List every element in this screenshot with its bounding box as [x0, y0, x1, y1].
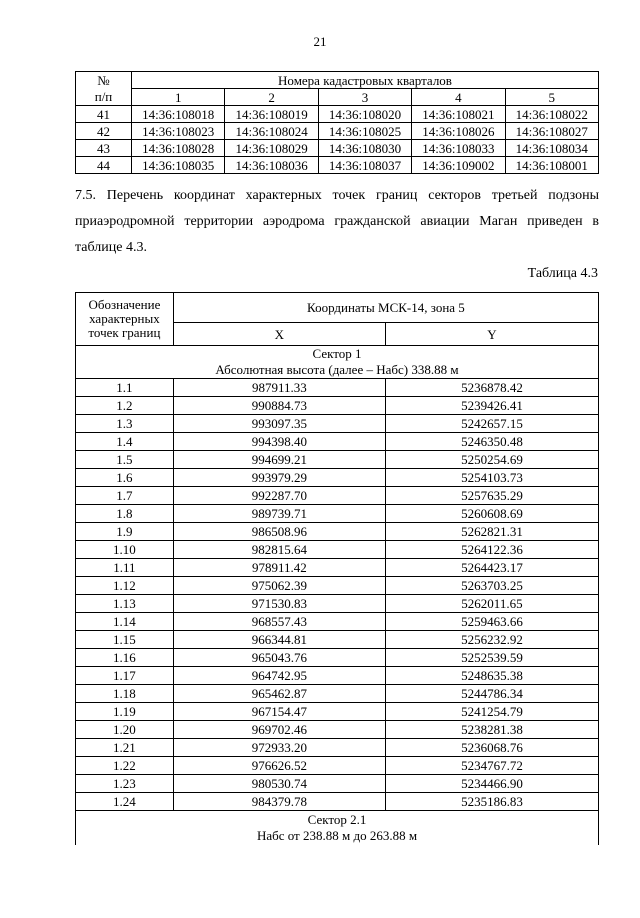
table-row	[76, 397, 599, 415]
x-coordinate-cell: 980530.74	[173, 775, 385, 793]
x-coordinate-cell: 987911.33	[173, 379, 385, 397]
cadastral-number-cell: 14:36:108027	[505, 123, 598, 140]
cadastral-number-cell: 14:36:108033	[412, 140, 505, 157]
table-row	[76, 523, 599, 541]
x-coordinate-cell: 967154.47	[173, 703, 385, 721]
table-row	[76, 667, 599, 685]
coordinates-table	[75, 292, 599, 845]
point-id-cell: 1.21	[76, 739, 174, 757]
cadastral-number-cell: 14:36:108035	[132, 157, 225, 174]
y-coordinate-cell: 5248635.38	[385, 667, 598, 685]
y-coordinate-cell: 5250254.69	[385, 451, 598, 469]
sector-subtitle: Набс от 238.88 м до 263.88 м	[256, 828, 418, 843]
sector-subtitle: Абсолютная высота (далее – Набс) 338.88 м	[215, 362, 459, 377]
table-row	[76, 415, 599, 433]
point-id-cell: 1.22	[76, 757, 174, 775]
point-id-cell: 1.14	[76, 613, 174, 631]
table-row	[76, 433, 599, 451]
cadastral-number-cell: 14:36:108029	[225, 140, 318, 157]
table-header-row	[76, 89, 599, 106]
table-row	[76, 631, 599, 649]
table-row	[76, 123, 599, 140]
point-id-cell: 1.2	[76, 397, 174, 415]
y-coordinate-cell: 5238281.38	[385, 721, 598, 739]
cadastral-number-cell: 14:36:108024	[225, 123, 318, 140]
x-coordinate-cell: 969702.46	[173, 721, 385, 739]
point-id-cell: 1.1	[76, 379, 174, 397]
row-number: 44	[76, 157, 132, 174]
table-row	[76, 451, 599, 469]
y-coordinate-cell: 5234466.90	[385, 775, 598, 793]
table-row	[76, 541, 599, 559]
table-row	[76, 595, 599, 613]
point-id-cell: 1.17	[76, 667, 174, 685]
y-coordinate-cell: 5262011.65	[385, 595, 598, 613]
point-id-cell: 1.8	[76, 505, 174, 523]
x-coordinate-cell: 966344.81	[173, 631, 385, 649]
point-id-cell: 1.19	[76, 703, 174, 721]
x-coordinate-cell: 990884.73	[173, 397, 385, 415]
y-coordinate-cell: 5264122.36	[385, 541, 598, 559]
y-coordinate-cell: 5262821.31	[385, 523, 598, 541]
point-id-cell: 1.11	[76, 559, 174, 577]
paragraph-line: приаэродромной территории аэродрома гражданской авиации Маган приведен в	[75, 214, 599, 229]
x-coordinate-cell: 972933.20	[173, 739, 385, 757]
column-number: 3	[318, 89, 411, 106]
y-coordinate-cell: 5260608.69	[385, 505, 598, 523]
x-coordinate-cell: 975062.39	[173, 577, 385, 595]
table-row	[76, 140, 599, 157]
cadastral-number-cell: 14:36:108028	[132, 140, 225, 157]
sector-heading	[76, 346, 599, 379]
cadastral-number-cell: 14:36:108020	[318, 106, 411, 123]
table-row	[76, 703, 599, 721]
paragraph	[75, 183, 599, 261]
y-coordinate-cell: 5239426.41	[385, 397, 598, 415]
y-coordinate-cell: 5235186.83	[385, 793, 598, 811]
x-coordinate-cell: 993097.35	[173, 415, 385, 433]
row-number: 43	[76, 140, 132, 157]
x-coordinate-cell: 964742.95	[173, 667, 385, 685]
y-coordinate-cell: 5257635.29	[385, 487, 598, 505]
table-row	[76, 649, 599, 667]
x-coordinate-cell: 968557.43	[173, 613, 385, 631]
table-row	[76, 685, 599, 703]
y-coordinate-cell: 5254103.73	[385, 469, 598, 487]
header-coordinates: Координаты МСК-14, зона 5	[173, 293, 598, 323]
column-number: 5	[505, 89, 598, 106]
point-id-cell: 1.20	[76, 721, 174, 739]
point-id-cell: 1.7	[76, 487, 174, 505]
y-coordinate-cell: 5263703.25	[385, 577, 598, 595]
table-row	[76, 613, 599, 631]
table-row	[76, 739, 599, 757]
point-id-cell: 1.3	[76, 415, 174, 433]
x-coordinate-cell: 978911.42	[173, 559, 385, 577]
cadastral-number-cell: 14:36:108026	[412, 123, 505, 140]
table-row	[76, 577, 599, 595]
table-row	[76, 775, 599, 793]
sector-row	[76, 811, 599, 846]
cadastral-number-cell: 14:36:108036	[225, 157, 318, 174]
y-coordinate-cell: 5246350.48	[385, 433, 598, 451]
cadastral-number-cell: 14:36:108001	[505, 157, 598, 174]
paragraph-line: 7.5. Перечень координат характерных точек границ секторов третьей подзоны	[75, 188, 599, 203]
cadastral-number-cell: 14:36:108025	[318, 123, 411, 140]
point-id-cell: 1.6	[76, 469, 174, 487]
page-number: 21	[313, 34, 327, 49]
point-id-cell: 1.9	[76, 523, 174, 541]
header-no: №	[76, 72, 132, 89]
y-coordinate-cell: 5234767.72	[385, 757, 598, 775]
sector-heading	[76, 811, 599, 846]
table-row	[76, 559, 599, 577]
row-number: 41	[76, 106, 132, 123]
x-coordinate-cell: 965043.76	[173, 649, 385, 667]
cadastral-number-cell: 14:36:108019	[225, 106, 318, 123]
table-caption: Таблица 4.3	[527, 266, 598, 281]
point-id-cell: 1.10	[76, 541, 174, 559]
sector-row	[76, 346, 599, 379]
table-row	[76, 793, 599, 811]
column-number: 1	[132, 89, 225, 106]
column-number: 4	[412, 89, 505, 106]
table-row	[76, 379, 599, 397]
paragraph-line: таблице 4.3.	[75, 240, 147, 255]
cadastral-number-cell: 14:36:108034	[505, 140, 598, 157]
y-coordinate-cell: 5241254.79	[385, 703, 598, 721]
cadastral-number-cell: 14:36:108037	[318, 157, 411, 174]
x-coordinate-cell: 976626.52	[173, 757, 385, 775]
table-row	[76, 757, 599, 775]
y-coordinate-cell: 5236878.42	[385, 379, 598, 397]
cadastral-quarters-table	[75, 71, 599, 174]
x-coordinate-cell: 965462.87	[173, 685, 385, 703]
sector-title: Сектор 2.1	[307, 812, 367, 827]
x-coordinate-cell: 984379.78	[173, 793, 385, 811]
y-coordinate-cell: 5236068.76	[385, 739, 598, 757]
y-coordinate-cell: 5252539.59	[385, 649, 598, 667]
y-coordinate-cell: 5264423.17	[385, 559, 598, 577]
point-id-cell: 1.5	[76, 451, 174, 469]
point-id-cell: 1.18	[76, 685, 174, 703]
header-x: X	[173, 323, 385, 346]
y-coordinate-cell: 5242657.15	[385, 415, 598, 433]
column-number: 2	[225, 89, 318, 106]
x-coordinate-cell: 994398.40	[173, 433, 385, 451]
x-coordinate-cell: 994699.21	[173, 451, 385, 469]
cadastral-number-cell: 14:36:108022	[505, 106, 598, 123]
table-row	[76, 487, 599, 505]
point-id-cell: 1.16	[76, 649, 174, 667]
x-coordinate-cell: 982815.64	[173, 541, 385, 559]
table-header-row	[76, 72, 599, 89]
header-y: Y	[385, 323, 598, 346]
table-row	[76, 505, 599, 523]
table-row	[76, 469, 599, 487]
x-coordinate-cell: 989739.71	[173, 505, 385, 523]
cadastral-number-cell: 14:36:108023	[132, 123, 225, 140]
y-coordinate-cell: 5244786.34	[385, 685, 598, 703]
x-coordinate-cell: 992287.70	[173, 487, 385, 505]
cadastral-number-cell: 14:36:108018	[132, 106, 225, 123]
point-id-cell: 1.13	[76, 595, 174, 613]
point-id-cell: 1.24	[76, 793, 174, 811]
point-id-cell: 1.12	[76, 577, 174, 595]
point-id-cell: 1.23	[76, 775, 174, 793]
cadastral-number-cell: 14:36:108021	[412, 106, 505, 123]
point-id-cell: 1.15	[76, 631, 174, 649]
point-id-cell: 1.4	[76, 433, 174, 451]
row-number: 42	[76, 123, 132, 140]
table-header-row	[76, 293, 599, 323]
cadastral-number-cell: 14:36:109002	[412, 157, 505, 174]
sector-title: Сектор 1	[312, 346, 362, 361]
x-coordinate-cell: 993979.29	[173, 469, 385, 487]
header-title: Номера кадастровых кварталов	[132, 72, 599, 89]
y-coordinate-cell: 5256232.92	[385, 631, 598, 649]
y-coordinate-cell: 5259463.66	[385, 613, 598, 631]
table-row	[76, 106, 599, 123]
x-coordinate-cell: 986508.96	[173, 523, 385, 541]
header-pp: п/п	[76, 89, 132, 106]
cadastral-number-cell: 14:36:108030	[318, 140, 411, 157]
table-row	[76, 157, 599, 174]
header-point-designation: Обозначение характерных точек границ	[76, 293, 174, 346]
table-row	[76, 721, 599, 739]
x-coordinate-cell: 971530.83	[173, 595, 385, 613]
